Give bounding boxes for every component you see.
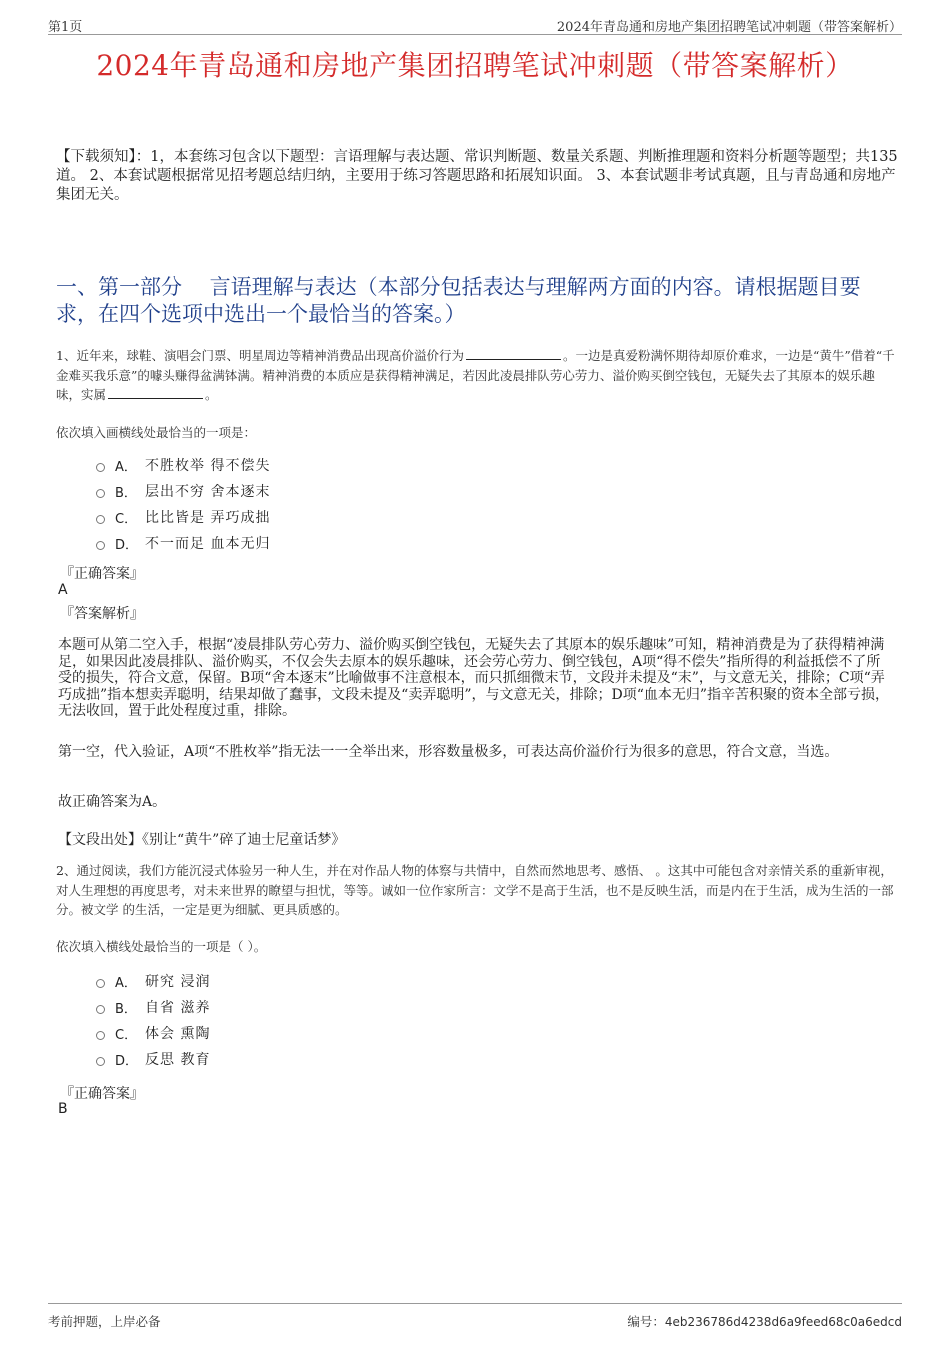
radio-icon[interactable] <box>96 489 105 498</box>
question-1-options <box>96 452 270 556</box>
option-a[interactable]: A． 研究 浸润 <box>96 968 210 994</box>
footer-slogan: 考前押题，上岸必备 <box>48 1314 161 1329</box>
radio-icon[interactable] <box>96 1057 105 1066</box>
answer-blank <box>108 386 203 399</box>
footer-code: 编号：4eb236786d4238d6a9feed68c0a6edcd <box>627 1314 902 1329</box>
option-c[interactable]: C． 比比皆是 弄巧成拙 <box>96 504 270 530</box>
correct-answer: B <box>58 1101 68 1117</box>
option-d[interactable]: D． 不一而足 血本无归 <box>96 530 270 556</box>
page-number: 第1页 <box>48 20 83 35</box>
question-2-text: 2、通过阅读，我们方能沉浸式体验另一种人生，并在对作品人物的体察与共情中，自然而然地思考、感悟、 。这其中可能包含对亲情关系的重新审视，对人生理想的再度思考，对未来世界的瞭望与担忧，等等。诚如一位作家所言：文学不是高于生活，也不是反映生活，而是内在于生活，成为生活的一部分。被文学 的生活，一定是更为细腻、更具质感的。 <box>56 863 894 917</box>
section-title: 一、第一部分 言语理解与表达（本部分包括表达与理解两方面的内容。请根据题目要求，在四个选项中选出一个最恰当的答案。） <box>56 275 861 326</box>
analysis-paragraph-1: 本题可从第二空入手，根据“凌晨排队劳心劳力、溢价购买倒空钱包，无疑失去了其原本的娱乐趣味”可知，精神消费是为了获得精神满足，如果因此凌晨排队、溢价购买，不仅会失去原本的娱乐趣味，还会劳心劳力、倒空钱包，A项“得不偿失”指所得的利益抵偿不了所受的损失，符合文意，保留。B项“舍本逐末”比喻做事不注意根本，而只抓细微末节，文段并未提及“末”，与文意无关，排除；C项“弄巧成拙”指本想卖弄聪明，结果却做了蠢事，文段未提及“卖弄聪明”，与文意无关，排除；D项“血本无归”指辛苦积聚的资本全部亏损，无法收回，置于此处程度过重，排除。 <box>58 637 890 719</box>
radio-icon[interactable] <box>96 515 105 524</box>
correct-answer: A <box>58 582 68 598</box>
option-c[interactable]: C． 体会 熏陶 <box>96 1020 210 1046</box>
page-footer <box>48 1303 902 1328</box>
header-doc-title: 2024年青岛通和房地产集团招聘笔试冲刺题（带答案解析） <box>556 20 902 35</box>
download-notice: 【下载须知】：1，本套练习包含以下题型：言语理解与表达题、常识判断题、数量关系题、判断推理题和资料分析题等题型；共135道。 2、本套试题根据常见招考题总结归纳，主要用于练习答题思路和拓展知识面。 3、本套试题非考试真题，且与青岛通和房地产集团无关。 <box>56 149 898 203</box>
option-d[interactable]: D． 反思 教育 <box>96 1046 210 1072</box>
radio-icon[interactable] <box>96 541 105 550</box>
analysis-label: 『答案解析』 <box>60 606 144 622</box>
correct-answer-label: 『正确答案』 <box>60 566 144 582</box>
question-2-prompt: 依次填入横线处最恰当的一项是（ ）。 <box>56 939 267 954</box>
option-b[interactable]: B． 层出不穷 舍本逐末 <box>96 478 270 504</box>
correct-answer-label: 『正确答案』 <box>60 1086 144 1102</box>
radio-icon[interactable] <box>96 1031 105 1040</box>
analysis-conclusion: 故正确答案为A。 <box>58 794 167 810</box>
radio-icon[interactable] <box>96 463 105 472</box>
question-1-prompt: 依次填入画横线处最恰当的一项是： <box>56 425 257 440</box>
page-title: 2024年青岛通和房地产集团招聘笔试冲刺题（带答案解析） <box>96 49 854 82</box>
answer-blank <box>466 347 561 360</box>
radio-icon[interactable] <box>96 1005 105 1014</box>
option-a[interactable]: A． 不胜枚举 得不偿失 <box>96 452 270 478</box>
page-header <box>48 14 902 35</box>
analysis-paragraph-2: 第一空，代入验证，A项“不胜枚举”指无法一一全举出来，形容数量极多，可表达高价溢价行为很多的意思，符合文意，当选。 <box>58 744 839 760</box>
text-source: 【文段出处】《别让“黄牛”碎了迪士尼童话梦》 <box>58 832 346 848</box>
option-b[interactable]: B． 自省 滋养 <box>96 994 210 1020</box>
radio-icon[interactable] <box>96 979 105 988</box>
question-1-text: 1、近年来，球鞋、演唱会门票、明星周边等精神消费品出现高价溢价行为 。一边是真爱粉满怀期待却原价难求，一边是“黄牛”借着“千金难买我乐意”的噱头赚得盆满钵满。精神消费的本质应是获得精神满足，若因此凌晨排队劳心劳力、溢价购买倒空钱包，无疑失去了其原本的娱乐趣味，实属 。 <box>56 348 895 402</box>
question-2-options <box>96 968 210 1072</box>
